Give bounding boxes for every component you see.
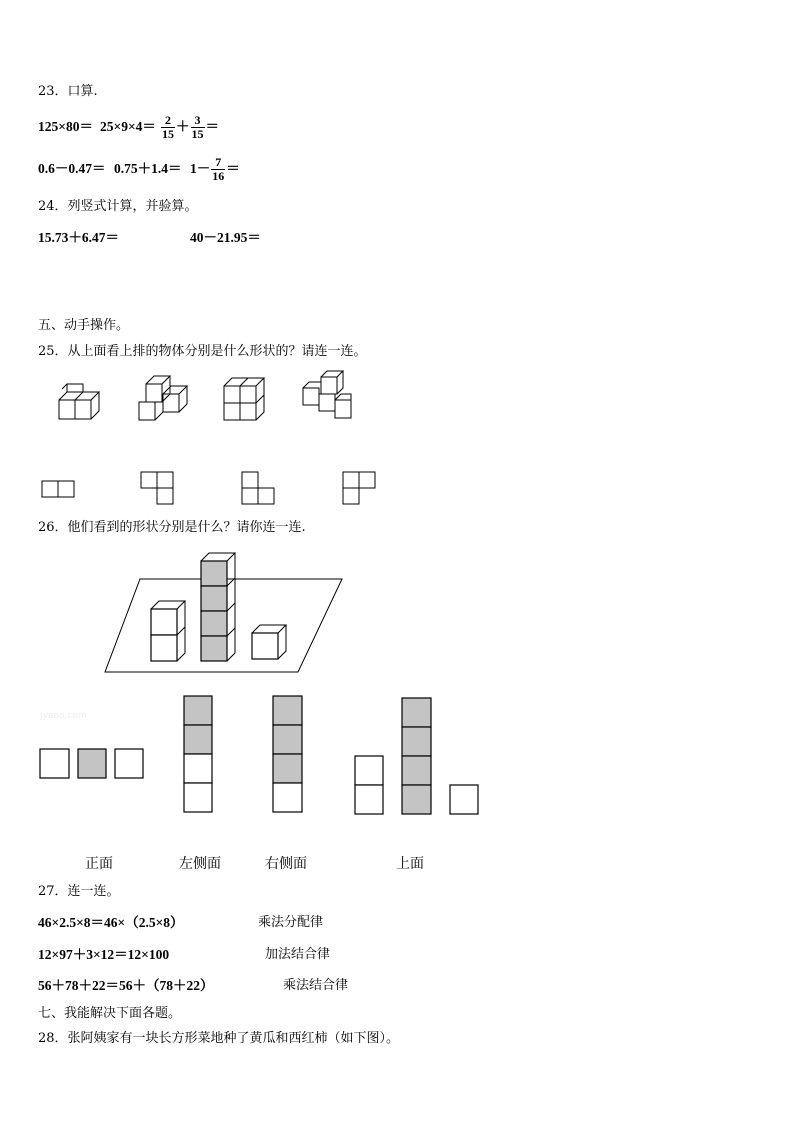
fraction: $\frac{3}{15}$: [191, 113, 204, 142]
q25-object-4: [303, 371, 351, 418]
q26-view-3: [273, 696, 302, 812]
q27-law-1: 乘法分配律: [258, 915, 324, 930]
watermark: Jyeoo.com: [40, 711, 87, 721]
q25-view-3: [242, 472, 274, 504]
q24-title: 24．列竖式计算，并验算。: [38, 199, 198, 214]
q26-label-left: 左侧面: [179, 856, 221, 872]
q26-view-1: [40, 749, 143, 778]
q23-expr-3: $\frac{2}{15}$ ＋ $\frac{3}{15}$ ＝: [162, 113, 219, 142]
q23-expr-4: 0.6－0.47＝: [38, 161, 106, 176]
section-heading: 五、动手操作。: [38, 318, 130, 333]
q25-object-3: [224, 378, 264, 420]
q26-cube-stack-2: [151, 601, 185, 661]
q23-expr-2: 25×9×4＝: [100, 119, 156, 134]
q25-object-1: [59, 384, 99, 419]
q26-view-2: [184, 696, 212, 812]
q26-scene: [105, 553, 342, 672]
q26-label-top: 上面: [396, 856, 424, 872]
q24-expr-1: 15.73＋6.47＝: [38, 230, 119, 245]
q25-view-4: [343, 472, 375, 504]
q26-cube-stack-4: [201, 553, 235, 661]
section-heading: 七、我能解决下面各题。: [38, 1006, 182, 1021]
q25-title: 25．从上面看上排的物体分别是什么形状的？请连一连。: [38, 344, 367, 359]
q23-title: 23．口算.: [38, 84, 98, 99]
q26-title: 26．他们看到的形状分别是什么？请你连一连.: [38, 520, 306, 535]
q27-law-2: 加法结合律: [265, 947, 331, 962]
q23-expr-6: 1－ $\frac{7}{16}$ ＝: [190, 155, 240, 184]
q25-view-2: [141, 472, 173, 504]
q23-expr-1: 125×80＝: [38, 119, 93, 134]
q25-view-1: [42, 481, 74, 497]
q27-expr-2: 12×97＋3×12＝12×100: [38, 947, 170, 962]
q26-label-front: 正面: [85, 856, 113, 872]
q28-title: 28．张阿姨家有一块长方形菜地种了黄瓜和西红柿（如下图）。: [38, 1031, 400, 1046]
q26-label-right: 右侧面: [265, 856, 307, 872]
fraction: $\frac{2}{15}$: [162, 113, 174, 142]
q26-cube-single: [252, 625, 286, 659]
q27-expr-1: 46×2.5×8＝46×（2.5×8）: [38, 915, 184, 930]
q25-object-2: [139, 376, 187, 420]
fraction: $\frac{7}{16}$: [212, 155, 225, 184]
q24-expr-2: 40－21.95＝: [190, 230, 261, 245]
q27-law-3: 乘法结合律: [283, 978, 349, 993]
q27-expr-3: 56＋78＋22＝56＋（78＋22）: [38, 978, 214, 993]
q27-title: 27．连一连。: [38, 884, 120, 899]
q26-view-4: [355, 698, 478, 814]
q23-expr-5: 0.75＋1.4＝: [114, 161, 182, 176]
